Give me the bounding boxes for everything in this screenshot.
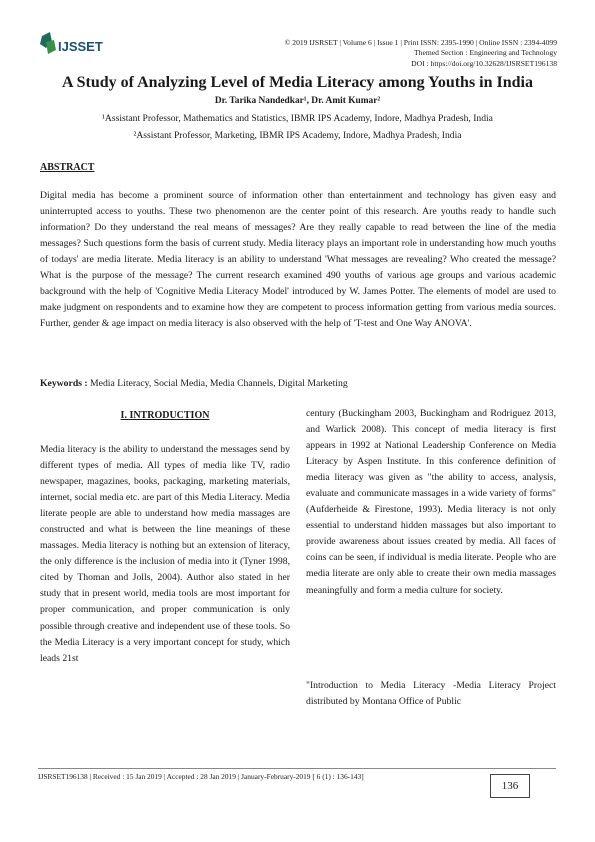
meta-doi-line: DOI : https://doi.org/10.32628/IJSRSET196138 — [411, 58, 557, 68]
journal-logo — [38, 32, 128, 58]
page-number: 136 — [501, 780, 519, 792]
intro-right-paragraph-2: "Introduction to Media Literacy -Media Literacy Project distributed by Montana Office of Public — [306, 680, 556, 708]
svg-text:IJSSET: IJSSET — [58, 39, 103, 54]
paper-title: A Study of Analyzing Level of Media Literacy among Youths in India — [61, 74, 533, 91]
keywords-line — [40, 378, 556, 389]
intro-right-paragraph: century (Buckingham 2003, Buckingham and Rodriguez 2013, and Warlick 2008). This concept of media literacy is first appears in 1992 at National Leadership Conference on Media Literacy by Aspen Institute. In this conference definition of media literacy was given as "the ability to access, analysis, evaluate and communicate massages in a wide variety of forms" (Aufderheide & Firestone, 1993). Media literacy is not only essential to understand hidden massages but also important to provide awareness about issues created by media. All faces of coins can be seen, if individual is media literate. People who are media literate are only able to create their own media massages meaningfully and form a media culture for society. — [306, 408, 556, 596]
footer-citation: IJSRSET196138 | Received : 15 Jan 2019 | Accepted : 28 Jan 2019 | January-February-2019 [ 6 (1) : 136-143] — [38, 772, 364, 781]
affiliation-2: ²Assistant Professor, Marketing, IBMR IPS Academy, Indore, Madhya Pradesh, India — [133, 130, 462, 141]
journal-meta — [197, 38, 557, 69]
section-heading-introduction: I. INTRODUCTION — [120, 410, 210, 421]
affiliation-1: ¹Assistant Professor, Mathematics and Statistics, IBMR IPS Academy, Indore, Madhya Pradesh, India — [102, 113, 493, 124]
keywords-list: Media Literacy, Social Media, Media Channels, Digital Marketing — [87, 378, 348, 389]
paper-authors: Dr. Tarika Nandedkar¹, Dr. Amit Kumar² — [214, 96, 381, 106]
keywords-label: Keywords : — [40, 378, 88, 389]
abstract-text: Digital media has become a prominent source of information other than entertainment and technology has given easy and uninterrupted access to youths. These two phenomenon are the center point of this research. Are youths ready to handle such information? Do they understand the real means of messages? Are they really capable to read between the line of the media messages? Such questions form the basis of current study. Media literacy plays an important role in understanding how much youths of todays' are media literate. Media literacy is an ability to understand 'What messages are revealing? Who created the message? What is the purpose of the message? The current research examined 490 youths of various age groups and various academic background with the help of 'Cognitive Media Literacy Model' introduced by W. James Potter. The elements of model are used to make judgment on respondents and to examine how they are competent to process information getting from various media sources. Further, gender & age impact on media literacy is also observed with the help of 'T-test and One Way ANOVA'. — [40, 190, 556, 329]
meta-section-line: Themed Section : Engineering and Technology — [414, 48, 557, 58]
footer-divider — [38, 768, 556, 769]
intro-left-column: Media literacy is the ability to understand the messages send by different types of media. All types of media like TV, radio newspaper, magazines, books, packaging, marketing materials, internet, social media etc. are part of this Media Literacy. Media literate people are able to understand how media massages are constructed and what is between the line meanings of these massages. Media literacy is nothing but an extension of literacy, the only difference is the inclusion of media into it (Tyner 1998, cited by Thoman and Jolls, 2004). Author also stated in her study that in present world, media tools are most important for proper communication, and proper communication is only possible through creative and independent use of these tools. So the Media Literacy is a very important concept for study, which leads 21st — [40, 444, 290, 664]
abstract-heading: ABSTRACT — [40, 162, 95, 173]
meta-issue-line: © 2019 IJSRSET | Volume 6 | Issue 1 | Print ISSN: 2395-1990 | Online ISSN : 2394-4099 — [284, 38, 557, 47]
